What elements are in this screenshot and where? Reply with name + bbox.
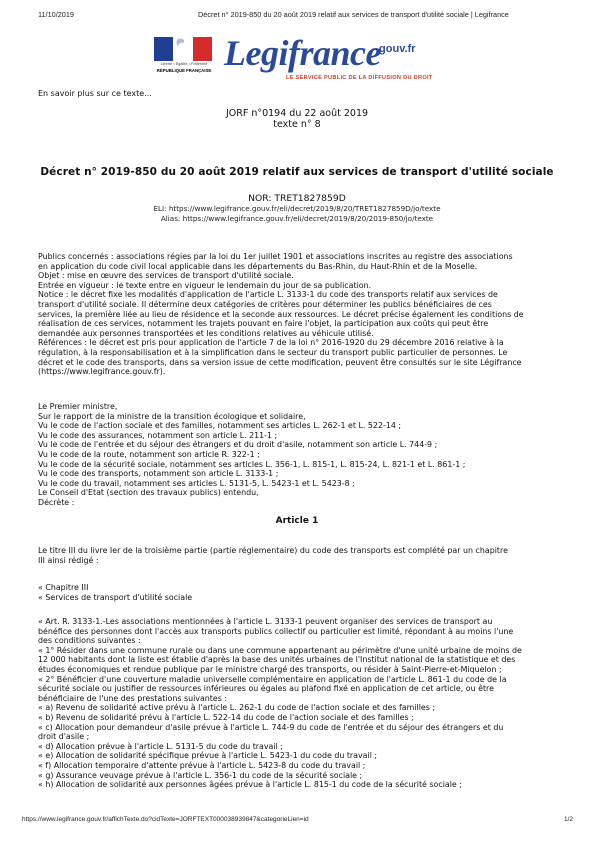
notice-line: en application du code civil local applicable dans les départements du Bas-Rhin, du Haut-Rhin et de la Moselle. <box>38 261 478 271</box>
notice-line: réalisation de ces services, notamment les trajets pouvant en faire l'objet, la participation aux coûts qui peut être <box>38 319 489 329</box>
visa-line: Vu le code de l'action sociale et des familles, notamment ses articles L. 262-1 et L. 522-14 ; <box>38 421 402 431</box>
article-intro-line: Le titre III du livre Ier de la troisième partie (partie réglementaire) du code des transports est complété par un chapitre <box>38 546 508 555</box>
article-body-line: études économiques et rendue publique par le ministre chargé des transports, ou résider à Saint-Pierre-et-Miquelon ; <box>38 664 502 674</box>
article-body-line: « f) Allocation temporaire d'attente prévue à l'article L. 5423-8 du code du travail ; <box>38 760 366 770</box>
visa-line: Le Premier ministre, <box>38 402 118 411</box>
article-body-line: des conditions suivantes : <box>38 636 141 646</box>
notice-line: demandée aux personnes transportées et les conditions relatives au véhicule utilisé. <box>38 328 374 338</box>
print-page-title: Décret n° 2019-850 du 20 août 2019 relatif aux services de transport d'utilité sociale | Legifrance <box>198 10 509 19</box>
legifrance-logo[interactable] <box>152 35 462 85</box>
more-info-link[interactable]: En savoir plus sur ce texte... <box>38 89 152 98</box>
jorf-number: JORF n°0194 du 22 août 2019 <box>225 108 369 119</box>
visa-line: Décrète : <box>38 497 75 507</box>
article-body-line: « g) Assurance veuvage prévue à l'article L. 356-1 du code de la sécurité sociale ; <box>38 770 363 780</box>
article-body-line: bénéficiaire de l'une des prestations suivantes : <box>38 693 228 703</box>
brand-domain: .gouv.fr <box>376 43 416 55</box>
print-url: https://www.legifrance.gouv.fr/affichTexte.do?cidTexte=JORFTEXT000038939847&categorieLien=id <box>22 816 309 823</box>
chapter-line: « Chapitre III <box>38 583 89 592</box>
visa-line: Vu le code de l'entrée et du séjour des étrangers et du droit d'asile, notamment son article L. 744-9 ; <box>38 440 438 450</box>
article-intro-line: III ainsi rédigé : <box>38 555 99 565</box>
notice-line: Objet : mise en œuvre des services de transport d'utilité sociale. <box>38 271 294 281</box>
article-intro <box>38 546 563 565</box>
article-body-line: droit d'asile ; <box>38 732 90 742</box>
notice-line: Entrée en vigueur : le texte entre en vigueur le lendemain du jour de sa publication. <box>38 280 372 290</box>
notice-line: régulation, à la responsabilisation et à la simplification dans le secteur du transport public particulier de personnes. Le <box>38 347 508 357</box>
brand-wordmark: Legifrance <box>224 33 381 73</box>
article-body-line: « 2° Bénéficier d'une couverture maladie universelle complémentaire en application de l'article L. 861-1 du code de la <box>38 674 507 684</box>
article-body-line: « b) Revenu de solidarité prévu à l'article L. 522-14 du code de l'action sociale et des familles ; <box>38 712 414 722</box>
notice-line: Publics concernés : associations régies par la loi du 1er juillet 1901 et associations inscrites au registre des associations <box>38 252 513 261</box>
print-date: 11/10/2019 <box>38 10 74 19</box>
article-body-line: « a) Revenu de solidarité active prévu à l'article L. 262-1 du code de l'action sociale et des familles ; <box>38 703 436 713</box>
visa-line: Sur le rapport de la ministre de la transition écologique et solidaire, <box>38 411 306 421</box>
republic-motto: Liberté • Égalité • Fraternité <box>160 62 208 66</box>
article-body-line: « 1° Résider dans une commune rurale ou dans une commune appartenant au périmètre d'une unité urbaine de moins de <box>38 645 522 655</box>
visa-line: Vu le code des transports, notamment son article L. 3133-1 ; <box>38 469 279 479</box>
article-body-line: sécurité sociale ou justifier de ressources inférieures ou égales au plafond fixé en application de cet article, ou être <box>38 684 494 694</box>
article-body-line: 12 000 habitants dont la liste est établie d'après la base des unités urbaines de l'Institut national de la statistique et des <box>38 655 516 665</box>
notice-line: services, la première liée au lieu de résidence et la seconde aux ressources. Le décret précise également les conditions de <box>38 309 524 319</box>
chapter-heading <box>38 583 563 602</box>
marianne-profile-icon <box>170 37 196 61</box>
print-header <box>38 10 573 20</box>
visa-line: Vu le code de la sécurité sociale, notamment ses articles L. 356-1, L. 815-1, L. 815-24, L. 821-1 et L. 861-1 ; <box>38 459 466 469</box>
notice-line: transport d'utilité sociale. Il détermine deux catégories de critères pour déterminer les publics bénéficiaires de ces <box>38 299 492 309</box>
republic-name: RÉPUBLIQUE FRANÇAISE <box>156 68 212 73</box>
article-body-line: « d) Allocation prévue à l'article L. 5131-5 du code du travail ; <box>38 741 283 751</box>
chapter-line: « Services de transport d'utilité sociale <box>38 592 193 602</box>
decree-title: Décret n° 2019-850 du 20 août 2019 relatif aux services de transport d'utilité sociale <box>40 166 554 178</box>
notice-block <box>38 252 563 377</box>
article-body-line: bénéfice des personnes dont l'accès aux transports publics collectif ou particulier est limité, répondant à au moins l'une <box>38 626 514 636</box>
article-body-line: « e) Allocation de solidarité spécifique prévue à l'article L. 5423-1 du code du travail ; <box>38 751 378 761</box>
article-body-line: « c) Allocation pour demandeur d'asile prévue à l'article L. 744-9 du code de l'entrée et du séjour des étrangers et du <box>38 722 504 732</box>
eli-block <box>38 204 556 223</box>
article-heading: Article 1 <box>275 516 319 526</box>
marianne-emblem <box>152 35 216 81</box>
notice-line: (https://www.legifrance.gouv.fr). <box>38 367 166 377</box>
notice-line: Notice : le décret fixe les modalités d'application de l'article L. 3133-1 du code des transports relatif aux services de <box>38 290 498 300</box>
nor-reference: NOR: TRET1827859D <box>248 193 346 204</box>
notice-line: Références : le décret est pris pour application de l'article 7 de la loi n° 2016-1920 du 29 décembre 2016 relative à la <box>38 338 504 348</box>
print-footer <box>22 816 573 826</box>
article-body-line: « Art. R. 3133-1.-Les associations mentionnées à l'article L. 3133-1 peuvent organiser des services de transport au <box>38 617 493 626</box>
notice-line: décret et le code des transports, dans sa version issue de cette modification, peuvent être consultés sur le site Légifrance <box>38 357 522 367</box>
page-number: 1/2 <box>563 816 573 823</box>
visa-line: Vu le code des assurances, notamment son article L. 211-1 ; <box>38 430 278 440</box>
jorf-reference <box>38 108 556 130</box>
visas-block <box>38 402 563 508</box>
visa-line: Vu le code de la route, notamment son article R. 322-1 ; <box>38 449 260 459</box>
brand-tagline: LE SERVICE PUBLIC DE LA DIFFUSION DU DROIT <box>286 75 433 81</box>
article-body <box>38 617 563 790</box>
visa-line: Le Conseil d'Etat (section des travaux publics) entendu, <box>38 488 259 498</box>
text-number: texte n° 8 <box>273 119 321 130</box>
visa-line: Vu le code du travail, notamment ses articles L. 5131-5, L. 5423-1 et L. 5423-8 ; <box>38 478 355 488</box>
article-body-line: « h) Allocation de solidarité aux personnes âgées prévue à l'article L. 815-1 du code de la sécurité sociale ; <box>38 780 462 790</box>
alias-link[interactable]: Alias: https://www.legifrance.gouv.fr/eli/decret/2019/8/20/2019-850/jo/texte <box>160 213 434 223</box>
eli-link[interactable]: ELI: https://www.legifrance.gouv.fr/eli/decret/2019/8/20/TRET1827859D/jo/texte <box>153 204 441 213</box>
